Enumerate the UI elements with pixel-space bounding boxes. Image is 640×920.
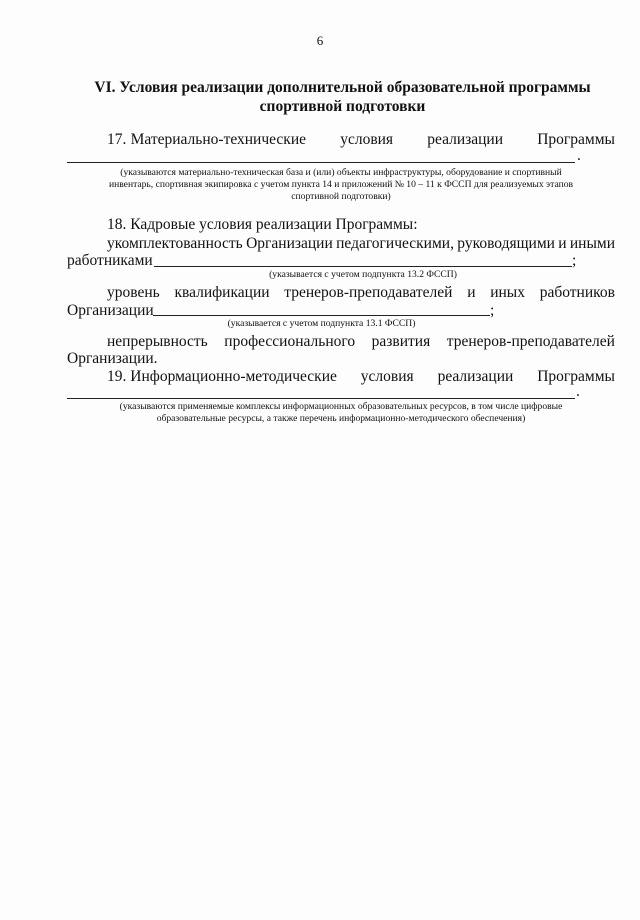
item-17-word: Программы [537, 131, 615, 148]
qualification-fill-line [153, 315, 490, 316]
qualification-word: тренеров-преподавателей [284, 284, 453, 301]
qualification-word: иных [490, 284, 525, 301]
continuity-word: профессионального [224, 333, 356, 350]
item-17-word: Материально-технические [130, 131, 306, 148]
item-18-staffing-line [107, 234, 615, 253]
item-17-word: условия [340, 131, 394, 148]
qualification-word: и [467, 284, 476, 301]
item-17-note-line: (указываются материально-техническая база и (или) объекты инфраструктуры, оборудование и спортивный [120, 167, 562, 178]
qualification-end-punct: ; [490, 302, 495, 319]
qualification-word: квалификации [174, 284, 270, 301]
item-19-note-line: (указываются применяемые комплексы информационных образовательных ресурсов, в том числе цифровые [119, 401, 563, 412]
continuity-word: непрерывность [107, 333, 208, 350]
item-17-fill-line [67, 162, 575, 163]
staffing-word: педагогическими, [336, 235, 454, 252]
staffing-word: и [558, 235, 567, 252]
continuity-continuation: Организации. [67, 350, 158, 367]
item-17-note-line: спортивной подготовки) [291, 191, 391, 202]
item-18-qualification-line [107, 283, 615, 302]
item-19-word: Программы [537, 368, 615, 385]
staffing-end-punct: ; [572, 252, 577, 269]
item-18-heading: 18. Кадровые условия реализации Программы: [107, 216, 418, 233]
staffing-fill-line [154, 266, 572, 267]
item-19-word: Информационно-методические [130, 368, 337, 385]
item-17-line [107, 130, 615, 149]
staffing-word: руководящими [457, 235, 555, 252]
staffing-continuation: работниками [67, 252, 153, 269]
item-19-note [64, 401, 618, 425]
qualification-continuation: Организации [67, 302, 154, 319]
item-19-note-line: образовательные ресурсы, а также перечень информационно-методического обеспечения) [156, 413, 526, 424]
qualification-word: работников [539, 284, 615, 301]
item-17-number: 17. [107, 131, 127, 148]
continuity-word: развития [371, 333, 431, 350]
item-19-word: реализации [437, 368, 514, 385]
item-17-note-line: инвентарь, спортивная экипировка с учетом пункта 14 и приложений № 10 – 11 к ФССП для реализуемых этапов [108, 179, 574, 190]
section-title-line-2: спортивной подготовки [259, 98, 426, 115]
item-17-word: реализации [427, 131, 504, 148]
staffing-note: (указывается с учетом подпункта 13.2 ФССП) [269, 269, 457, 280]
section-title [70, 78, 615, 116]
staffing-word: иными [569, 235, 615, 252]
item-19-fill-line [67, 398, 575, 399]
staffing-word: укомплектованность [107, 235, 243, 252]
item-19-line [107, 367, 615, 386]
continuity-word: тренеров-преподавателей [446, 333, 615, 350]
item-19-number: 19. [107, 368, 127, 385]
item-17-end-punct: . [577, 147, 581, 164]
item-19-word: условия [360, 368, 414, 385]
item-19-end-punct: . [576, 383, 580, 400]
page-number: 6 [316, 33, 324, 48]
item-17-note [64, 167, 618, 203]
section-title-line-1: VI. Условия реализации дополнительной образовательной программы [94, 79, 591, 96]
staffing-word: Организации [246, 235, 333, 252]
qualification-word: уровень [107, 284, 160, 301]
item-18-continuity-line [107, 332, 615, 351]
qualification-note: (указывается с учетом подпункта 13.1 ФССП) [227, 318, 416, 329]
